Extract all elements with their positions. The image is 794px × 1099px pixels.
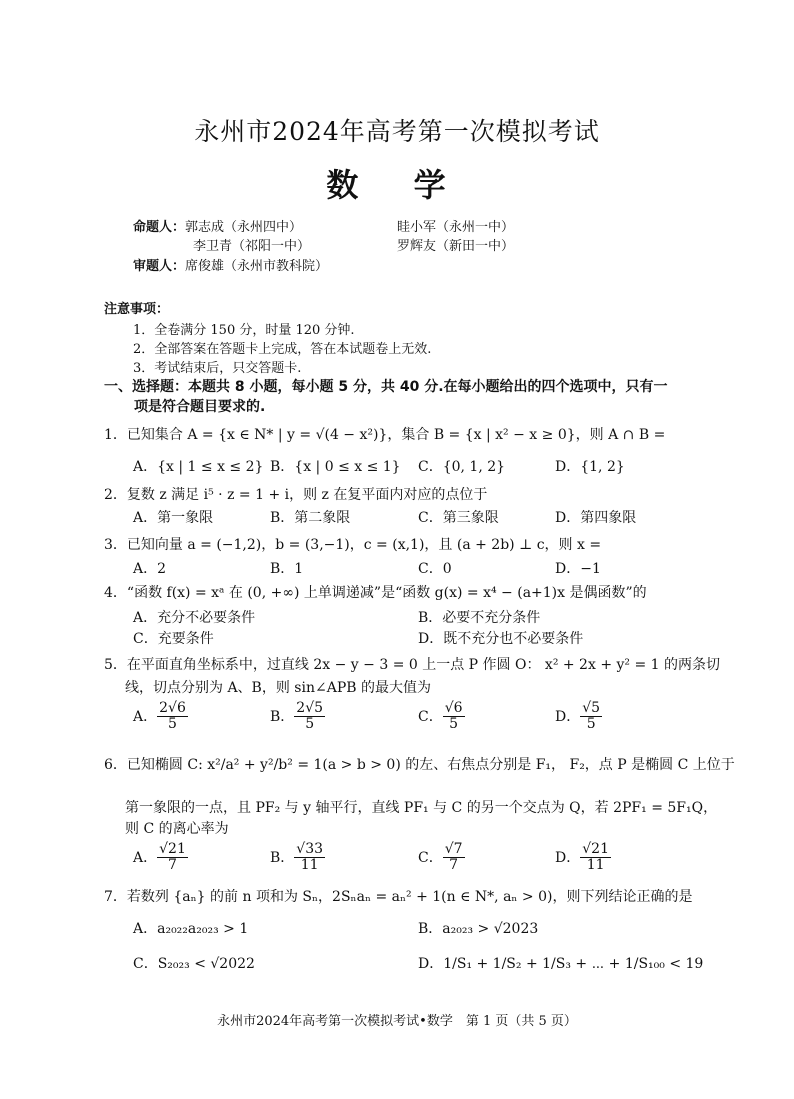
q6-option-c: C． $\frac{√7}{7}$ [418, 841, 463, 874]
q6-option-b: B． $\frac{√33}{11}$ [270, 841, 324, 874]
exam-subject: 数 学 [326, 166, 468, 204]
question-1-stem: 1．已知集合 A = {x ∈ N* | y = √(4 − x²)}，集合 B = {x | x² − x ≥ 0}，则 A ∩ B = [104, 427, 666, 443]
author-1: 郭志成（永州四中） [185, 220, 303, 235]
note-item: 2．全部答案在答题卡上完成，答在本试题卷上无效. [133, 342, 432, 357]
page-footer: 永州市2024年高考第一次模拟考试•数学 第 1 页（共 5 页） [217, 1014, 577, 1029]
section-heading-line1: 一、选择题：本题共 8 小题，每小题 5 分，共 40 分.在每小题给出的四个选项中，只有一 [104, 379, 668, 395]
q7-option-c: C．S₂₀₂₃ < √2022 [133, 956, 255, 972]
reviewer-label: 审题人： [133, 259, 186, 274]
author-3: 李卫青（祁阳一中） [193, 239, 311, 254]
question-3-stem: 3．已知向量 a = (−1,2)，b = (3,−1)，c = (x,1)，且 (a + 2b) ⊥ c，则 x = [104, 537, 602, 553]
q2-option-b: B．第二象限 [270, 510, 351, 526]
note-item: 3．考试结束后，只交答题卡. [133, 361, 302, 376]
q3-option-c: C．0 [418, 561, 452, 577]
q7-option-a: A．a₂₀₂₂a₂₀₂₃ > 1 [133, 921, 249, 937]
author-4: 罗辉友（新田一中） [397, 239, 515, 254]
q3-option-b: B．1 [270, 561, 304, 577]
q5-option-c: C． $\frac{√6}{5}$ [418, 700, 463, 733]
q1-option-d: D．{1, 2} [555, 459, 625, 475]
q3-option-d: D．−1 [555, 561, 601, 577]
q4-option-b: B．必要不充分条件 [418, 610, 541, 626]
question-5-stem-cont: 线，切点分别为 A、B，则 sin∠APB 的最大值为 [125, 680, 431, 696]
q5-option-d: D． $\frac{√5}{5}$ [555, 700, 601, 733]
q2-option-c: C．第三象限 [418, 510, 499, 526]
q1-option-c: C．{0, 1, 2} [418, 459, 506, 475]
q2-option-a: A．第一象限 [133, 510, 214, 526]
question-5-stem: 5．在平面直角坐标系中，过直线 2x − y − 3 = 0 上一点 P 作圆 O： x² + 2x + y² = 1 的两条切 [104, 657, 721, 673]
question-4-stem: 4．“函数 f(x) = xᵃ 在 (0, +∞) 上单调递减”是“函数 g(x) = x⁴ − (a+1)x 是偶函数”的 [104, 585, 647, 601]
q5-option-a: A． $\frac{2√6}{5}$ [133, 700, 186, 733]
q6-option-d: D． $\frac{√21}{11}$ [555, 841, 609, 874]
q4-option-d: D．既不充分也不必要条件 [418, 631, 584, 647]
author-2: 眭小军（永州一中） [397, 220, 515, 235]
q7-option-d: D．1/S₁ + 1/S₂ + 1/S₃ + ⋯ + 1/S₁₀₀ < 19 [418, 956, 704, 972]
question-6-stem-cont: 第一象限的一点，且 PF₂ 与 y 轴平行，直线 PF₁ 与 C 的另一个交点为 Q，若 2PF₁ = 5F₁Q， [125, 800, 718, 816]
question-6-stem: 6．已知椭圆 C: x²/a² + y²/b² = 1(a > b > 0) 的左、右焦点分别是 F₁， F₂，点 P 是椭圆 C 上位于 [104, 757, 735, 773]
exam-title: 永州市2024年高考第一次模拟考试 [194, 117, 600, 146]
note-item: 1．全卷满分 150 分，时量 120 分钟. [133, 323, 355, 338]
q4-option-c: C．充要条件 [133, 631, 214, 647]
authors-label: 命题人： [133, 220, 186, 235]
q2-option-d: D．第四象限 [555, 510, 637, 526]
question-7-stem: 7．若数列 {aₙ} 的前 n 项和为 Sₙ，2Sₙaₙ = aₙ² + 1(n ∈ N*, aₙ > 0)，则下列结论正确的是 [104, 889, 693, 905]
section-heading-line2: 项是符合题目要求的. [134, 399, 266, 415]
q5-option-b: B． $\frac{2√5}{5}$ [270, 700, 324, 733]
reviewer-name: 席俊雄（永州市教科院） [185, 259, 329, 274]
q3-option-a: A．2 [133, 561, 167, 577]
question-2-stem: 2．复数 z 满足 i⁵ · z = 1 + i，则 z 在复平面内对应的点位于 [104, 487, 488, 503]
q6-option-a: A． $\frac{√21}{7}$ [133, 841, 186, 874]
q4-option-a: A．充分不必要条件 [133, 610, 256, 626]
q1-option-b: B．{x | 0 ≤ x ≤ 1} [270, 459, 401, 475]
notes-heading: 注意事项： [104, 302, 170, 317]
authors-row-1 [133, 216, 302, 235]
q1-option-a: A．{x | 1 ≤ x ≤ 2} [133, 459, 264, 475]
q7-option-b: B．a₂₀₂₃ > √2023 [418, 921, 539, 937]
question-6-stem-cont2: 则 C 的离心率为 [125, 821, 229, 837]
reviewer-row [133, 255, 328, 274]
